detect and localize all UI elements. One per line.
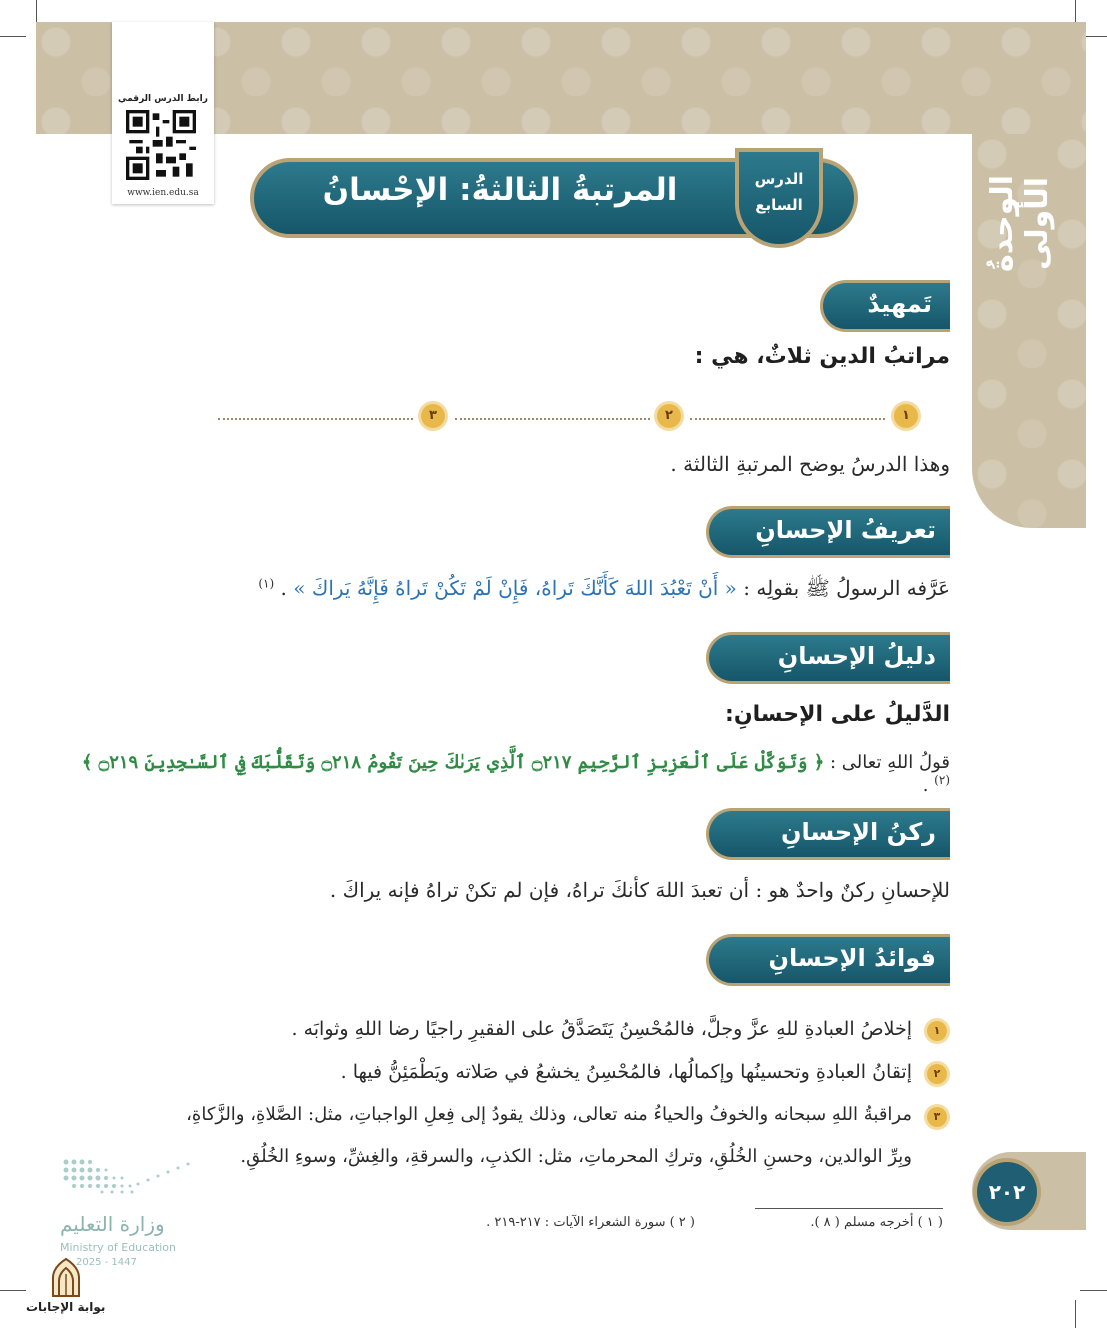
pillar-text: للإحسانِ ركنٌ واحدٌ هو : أن تعبدَ اللهَ كأنكَ تراهُ، فإن لم تكنْ تراهُ فإنه يراكَ . bbox=[329, 878, 950, 902]
lesson-badge-line1: الدرس bbox=[754, 170, 804, 188]
footnote-rule bbox=[755, 1208, 943, 1209]
rank-badge-1: ١ bbox=[894, 404, 918, 428]
rank-dotted-line bbox=[455, 418, 650, 420]
quran-verse: ﴿ وَتَوَكَّلْ عَلَى ٱلْعَزِيزِ ٱلرَّحِيمِ ۝٢١٧ ٱلَّذِي يَرَىٰكَ حِينَ تَقُومُ ۝٢١٨ وَتَقَلُّبَكَ فِي ٱلسَّـٰجِدِينَ ۝٢١٩ ﴾ bbox=[81, 752, 825, 773]
ministry-name-english: Ministry of Education bbox=[60, 1241, 177, 1254]
footnote-ref-1[interactable]: (١) bbox=[258, 576, 275, 591]
evidence-heading: دليلُ الإحسانِ bbox=[777, 642, 936, 670]
definition-heading: تعريفُ الإحسانِ bbox=[755, 516, 936, 544]
definition-prefix: عَرَّفه الرسولُ ﷺ بقولِه : bbox=[743, 576, 950, 600]
ranks-text: مراتبُ الدين ثلاثٌ، هي : bbox=[694, 344, 950, 369]
benefit-badge-1: ١ bbox=[927, 1021, 947, 1041]
lesson-badge-text bbox=[735, 166, 823, 218]
crop-mark bbox=[1080, 1290, 1107, 1291]
benefit-badge-2: ٢ bbox=[927, 1064, 947, 1084]
crop-mark bbox=[0, 36, 26, 37]
qr-url[interactable]: www.ien.edu.sa bbox=[127, 188, 199, 198]
evidence-end: . bbox=[922, 775, 929, 796]
hadith-text: « أَنْ تَعْبُدَ اللهَ كَأَنَّكَ تَراهُ، فَإِنْ لَمْ تَكُنْ تَراهُ فَإِنَّهُ يَراكَ » bbox=[293, 576, 737, 600]
definition-text bbox=[170, 576, 950, 605]
ministry-year: 2025 - 1447 bbox=[76, 1257, 137, 1268]
ministry-name-arabic: وزارة التعليم bbox=[60, 1212, 165, 1236]
benefit-item-2: إتقانُ العبادةِ وتحسينُها وإكمالُها، فالمُحْسِنُ يخشعُ في صَلاته ويَطْمَئِنُّ فيها . bbox=[340, 1061, 912, 1083]
benefit-item-3-cont: وبِرِّ الوالدين، وحسنِ الخُلُقِ، وتركِ المحرماتِ، مثل: الكذبِ، والسرقةِ، والغِشِّ، وسوءِ الخُلُقِ. bbox=[240, 1146, 912, 1167]
qr-label: رابط الدرس الرقمي bbox=[118, 94, 208, 104]
benefit-item-1: إخلاصُ العبادةِ للهِ عزَّ وجلَّ، فالمُحْسِنُ يَتَصَدَّقُ على الفقيرِ راجيًا رضا اللهِ وثوابَه . bbox=[291, 1018, 912, 1040]
benefit-badge-3: ٣ bbox=[927, 1107, 947, 1127]
rank-badge-2: ٢ bbox=[657, 404, 681, 428]
lesson-title: المرتبةُ الثالثةُ: الإحْسانُ bbox=[322, 172, 678, 208]
rank-badge-3: ٣ bbox=[421, 404, 445, 428]
footnote-ref-2[interactable]: (٢) bbox=[934, 773, 950, 787]
crop-mark bbox=[0, 1290, 26, 1291]
rank-dotted-line bbox=[218, 418, 413, 420]
benefit-item-3: مراقبةُ اللهِ سبحانه والخوفُ والحياءُ منه تعالى، وذلك يقودُ إلى فِعلِ الواجباتِ، مثل: الصَّلاةِ، والزَّكاةِ، bbox=[186, 1104, 912, 1125]
intro-heading: تَمهيدٌ bbox=[867, 290, 932, 318]
qr-card[interactable] bbox=[112, 22, 214, 204]
footnote-1: ( ١ ) أخرجه مسلم ( ٨ ). bbox=[810, 1215, 943, 1230]
rank-dotted-line bbox=[690, 418, 885, 420]
page-number: ٢٠٢ bbox=[977, 1162, 1037, 1222]
intro-closing: وهذا الدرسُ يوضح المرتبةِ الثالثة . bbox=[670, 452, 950, 476]
evidence-subheading: الدَّليلُ على الإحسانِ: bbox=[725, 702, 950, 727]
benefits-heading: فوائدُ الإحسانِ bbox=[768, 944, 936, 972]
watermark-text: بوابة الإجابات bbox=[26, 1300, 106, 1314]
answers-gate-logo-icon bbox=[44, 1256, 88, 1300]
footnote-2: ( ٢ ) سورة الشعراء الآيات : ٢١٧-٢١٩ . bbox=[486, 1215, 695, 1230]
lesson-badge-line2: السابع bbox=[755, 196, 803, 214]
crop-mark bbox=[1075, 1300, 1076, 1328]
qr-code-icon[interactable] bbox=[126, 110, 196, 180]
ministry-logo-icon bbox=[62, 1158, 197, 1196]
unit-title: الوحدةُ الأولى bbox=[985, 174, 1055, 272]
evidence-prefix: قولُ اللهِ تعالى : bbox=[830, 752, 950, 773]
crop-mark bbox=[1075, 0, 1076, 24]
evidence-text bbox=[80, 752, 950, 796]
definition-end: . bbox=[280, 576, 287, 600]
pillar-heading: ركنُ الإحسانِ bbox=[780, 818, 936, 846]
